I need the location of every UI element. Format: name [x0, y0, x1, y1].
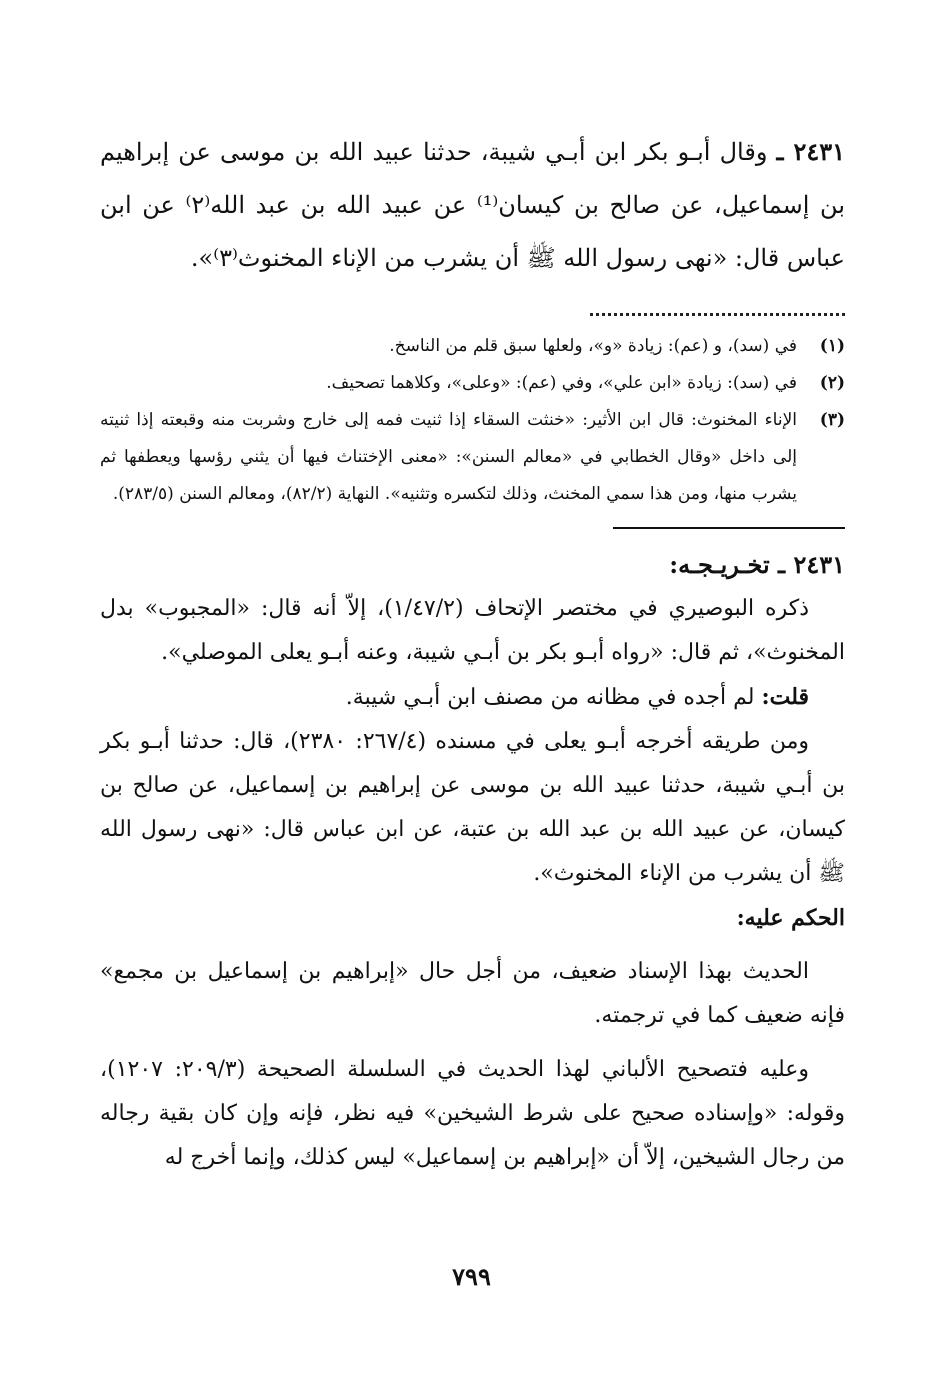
takhrij-paragraph-1: ذكره البوصيري في مختصر الإتحاف (١/٤٧/٢)، إلاّ أنه قال: «المجبوب» بدل المخنوث»، ثم قال: «رواه أبـو بكر بن أبـي شيبة، وعنه أبـو يعلى الموصلي».: [100, 596, 845, 665]
footnote-marker: (٣): [819, 410, 845, 430]
takhrij-paragraph-2: ومن طريقه أخرجه أبـو يعلى في مسنده (٢٦٧/٤: ٢٣٨٠)، قال: حدثنا أبـو بكر بن أبـي شيبة، حدثنا عبيد الله بن موسى عن إبراهيم بن إسماعيل، عن صالح بن كيسان، عن عبيد الله بن عبد الله بن عتبة، عن ابن عباس قال: «نهى رسول الله ﷺ أن يشرب من الإناء المخنوث».: [100, 729, 845, 886]
qultu-text: لم أجده في مظانه من مصنف ابن أبـي شيبة.: [345, 685, 755, 710]
footnote-3: [100, 402, 845, 513]
qultu-label: قلت:: [761, 684, 809, 710]
section-separator: [100, 527, 845, 529]
hadith-paragraph: [100, 125, 845, 285]
footnote-text: الإناء المخنوث: قال ابن الأثير: «خنثت السقاء إذا ثنيت فمه إلى خارج وشربت منه وقبعته إذا ثنيته إلى داخل «وقال الخطابي في «معالم السنن»: «معنى الإختناث فيها أن يثني رؤسها ويعطفها ثم يشرب منها، ومن هذا سمي المخنث، وذلك لتكسره وتثنيه». النهاية (٨٢/٢)، ومعالم السنن (٢٨٣/٥).: [100, 410, 797, 504]
takhrij-heading: ٢٤٣١ ـ تخـريـجـه:: [669, 550, 845, 579]
dotted-line: [590, 303, 845, 316]
footnote-marker: (١): [819, 336, 845, 356]
hadith-body: وقال أبـو بكر ابن أبـي شيبة، حدثنا عبيد الله بن موسى عن إبراهيم بن إسماعيل، عن صالح بن كيسان⁽¹⁾ عن عبيد الله بن عبد الله⁽٢⁾ عن ابن عباس قال: «نهى رسول الله ﷺ أن يشرب من الإناء المخنوث⁽٣⁾».: [100, 138, 846, 272]
page-number: ٧٩٩: [452, 1262, 491, 1291]
hukm-paragraph-2: وعليه فتصحيح الألباني لهذا الحديث في السلسلة الصحيحة (٢٠٩/٣: ١٢٠٧)، وقوله: «وإسناده صحيح على شرط الشيخين» فيه نظر، فإنه وإن كان بقية رجاله من رجال الشيخين، إلاّ أن «إبراهيم بن إسماعيل» ليس كذلك، وإنما أخرج له: [100, 1057, 845, 1170]
footnote-text: في (سد)، و (عم): زيادة «و»، ولعلها سبق قلم من الناسخ.: [389, 336, 797, 356]
footnote-2: [100, 365, 845, 402]
hukm-paragraph-1: الحديث بهذا الإسناد ضعيف، من أجل حال «إبراهيم بن إسماعيل بن مجمع» فإنه ضعيف كما في ترجمته.: [100, 959, 845, 1028]
book-page: [100, 125, 845, 1180]
footnote-marker: (٢): [819, 373, 845, 393]
horizontal-rule: [613, 527, 845, 529]
qultu-paragraph: [100, 675, 845, 720]
footnote-text: في (سد): زيادة «ابن علي»، وفي (عم): «وعلى»، وكلاهما تصحيف.: [326, 373, 797, 393]
footnotes: [100, 328, 845, 513]
footnote-1: [100, 328, 845, 365]
footnote-separator: [100, 285, 845, 316]
hadith-number: ٢٤٣١ ـ: [776, 137, 845, 166]
hukm-heading: الحكم عليه:: [736, 905, 845, 931]
